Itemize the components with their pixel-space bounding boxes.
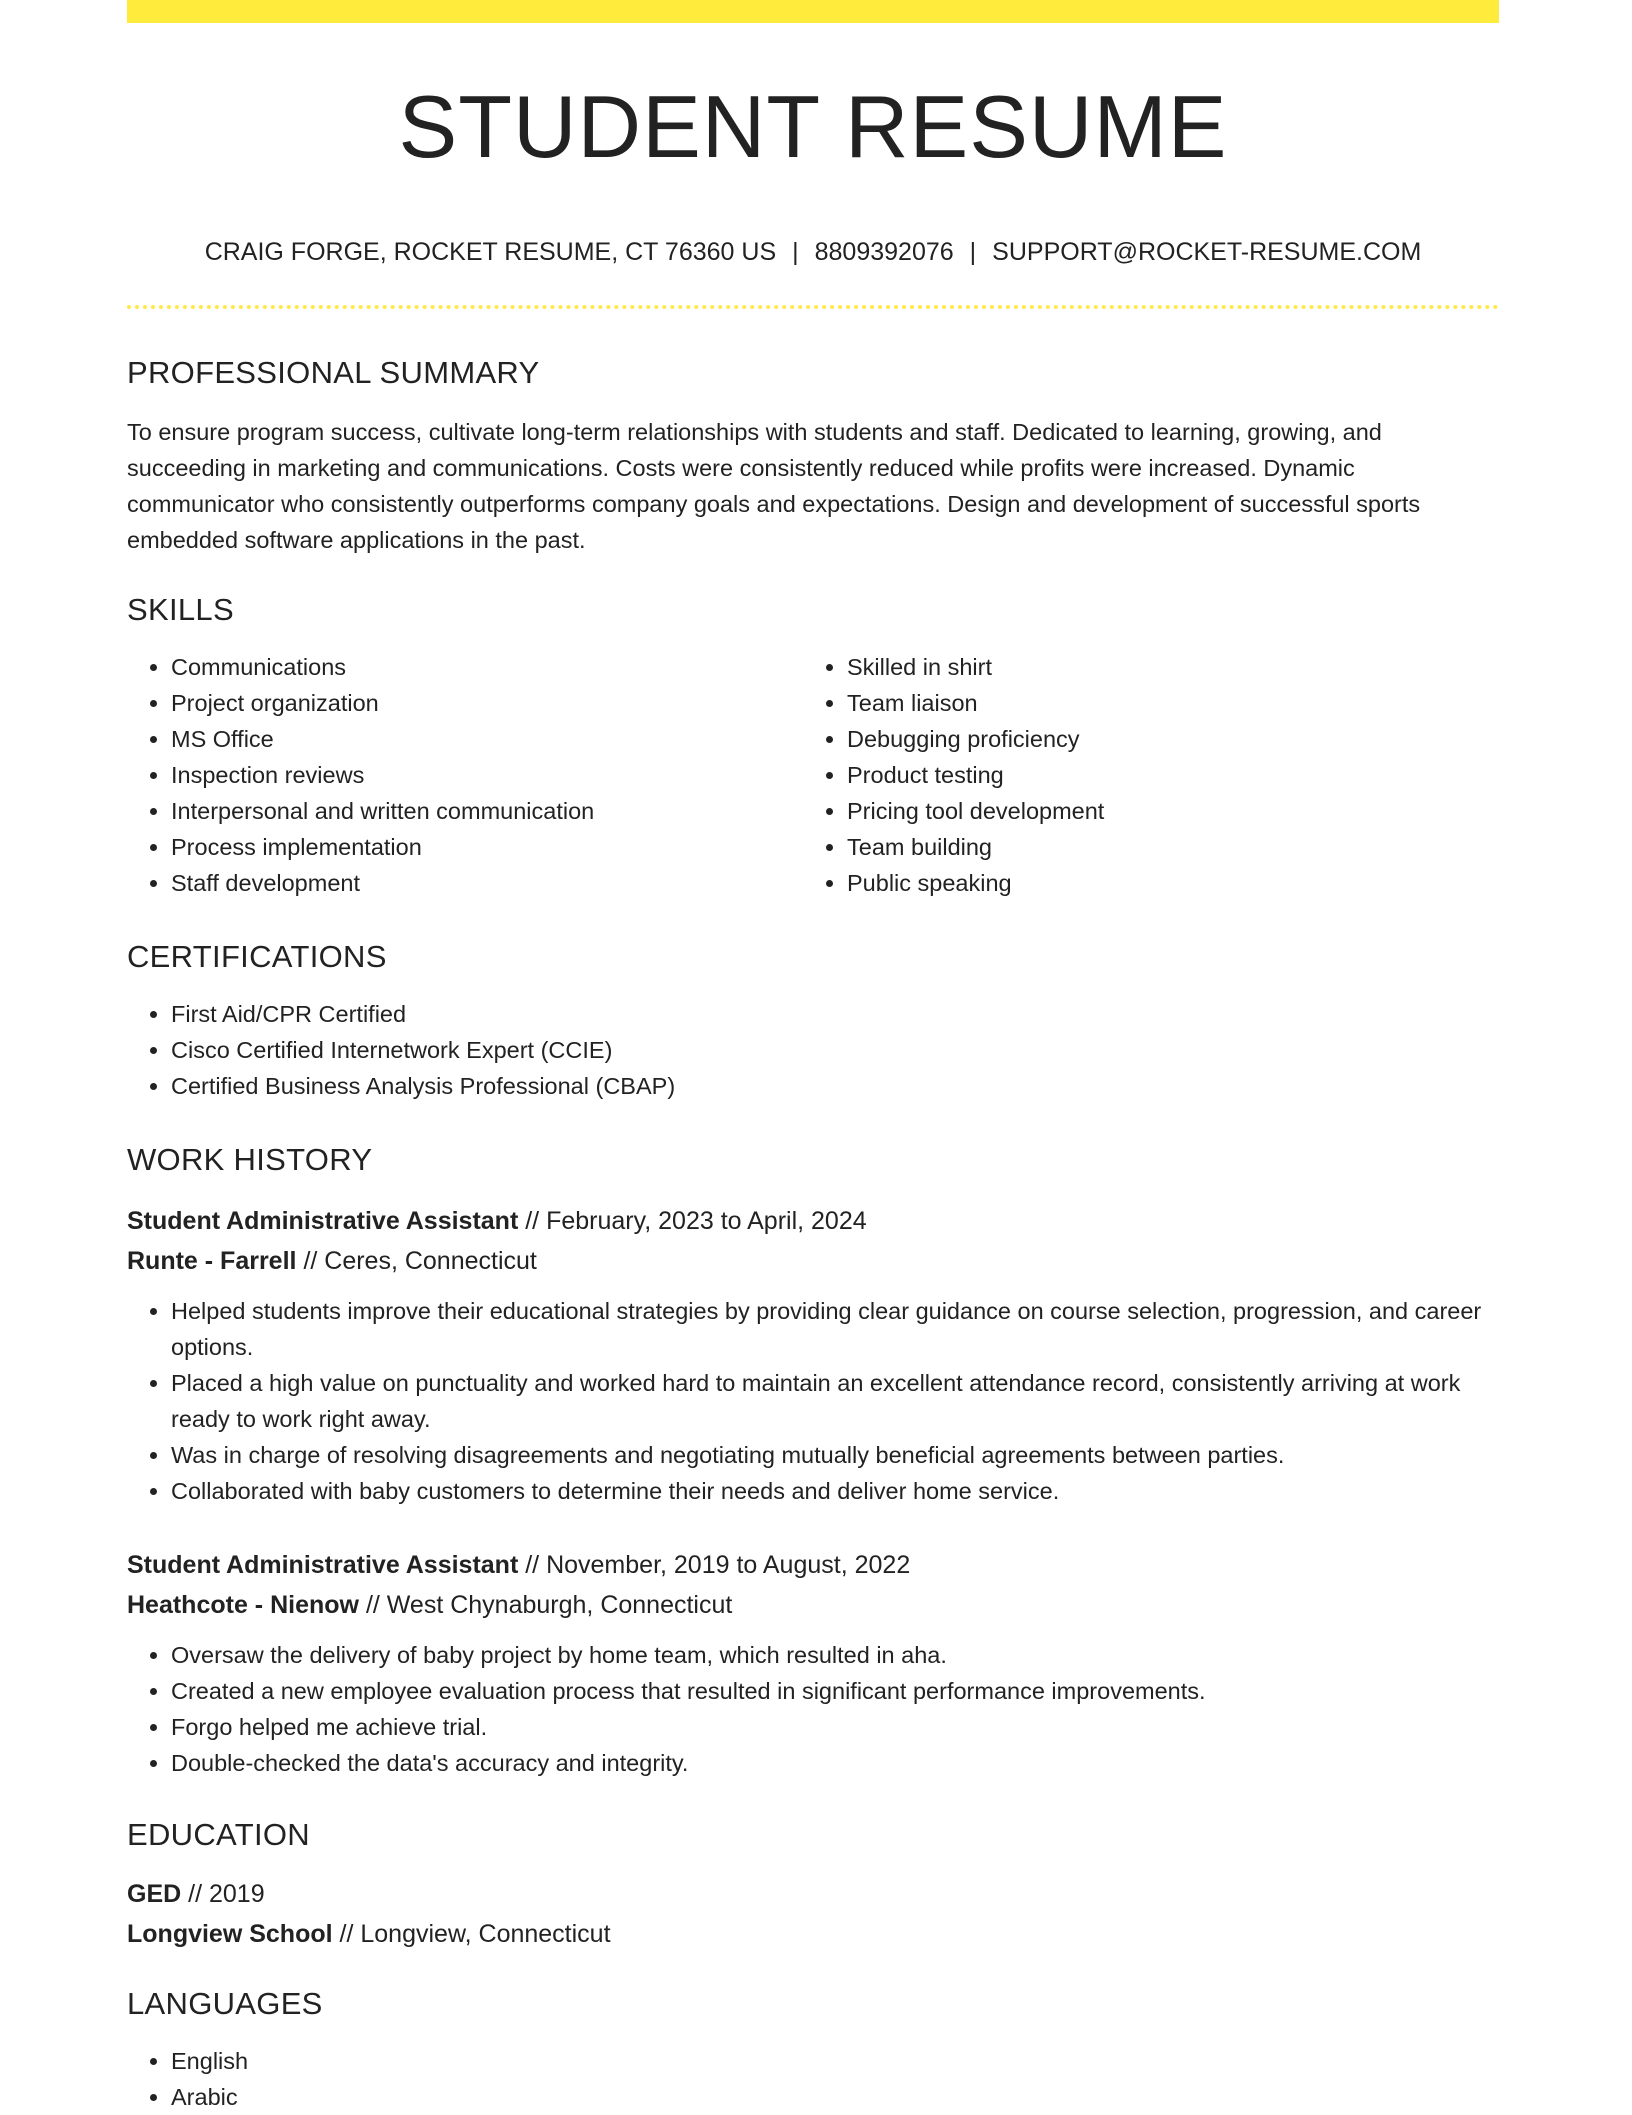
list-item: • Was in charge of resolving disagreements and negotiating mutually beneficial agreements between parties. [171, 1437, 1499, 1473]
education-year: // 2019 [188, 1880, 265, 1908]
skills-column-right [803, 649, 1479, 901]
job-1-bullets [127, 1293, 1499, 1509]
list-item: • Arabic [171, 2079, 1499, 2115]
list-item: • Collaborated with baby customers to determine their needs and deliver home service. [171, 1473, 1499, 1509]
certifications-heading: CERTIFICATIONS [127, 939, 387, 974]
skills-column-left [127, 649, 803, 901]
list-item: • Product testing [847, 757, 1479, 793]
contact-email[interactable]: SUPPORT@ROCKET-RESUME.COM [992, 238, 1422, 266]
job-dates: // February, 2023 to April, 2024 [525, 1207, 867, 1235]
list-item: • Interpersonal and written communication [171, 793, 803, 829]
top-accent-bar [127, 0, 1499, 23]
skills-grid [127, 649, 1499, 901]
certifications-list [127, 996, 1499, 1104]
contact-separator: | [792, 238, 799, 266]
dotted-divider [127, 305, 1499, 309]
list-item: • Oversaw the delivery of baby project by home team, which resulted in aha. [171, 1637, 1499, 1673]
job-location: // Ceres, Connecticut [303, 1247, 537, 1275]
list-item: • Helped students improve their educational strategies by providing clear guidance on course selection, progression, and career options. [171, 1293, 1499, 1365]
contact-phone: 8809392076 [814, 238, 954, 266]
list-item: • Debugging proficiency [847, 721, 1479, 757]
education-entry [127, 1874, 1499, 1954]
summary-heading: PROFESSIONAL SUMMARY [127, 355, 540, 390]
contact-separator: | [969, 238, 977, 266]
list-item: • Pricing tool development [847, 793, 1479, 829]
list-item: • Team building [847, 829, 1479, 865]
job-role: Student Administrative Assistant [127, 1551, 519, 1579]
job-company-line [127, 1241, 1499, 1281]
skills-list-left [127, 649, 803, 901]
list-item: • Created a new employee evaluation process that resulted in significant performance improvements. [171, 1673, 1499, 1709]
languages-heading: LANGUAGES [127, 1986, 323, 2021]
list-item: • Project organization [171, 685, 803, 721]
list-item: • Process implementation [171, 829, 803, 865]
education-location: // Longview, Connecticut [339, 1920, 611, 1948]
list-item: • Team liaison [847, 685, 1479, 721]
job-dates: // November, 2019 to August, 2022 [525, 1551, 911, 1579]
list-item: • Skilled in shirt [847, 649, 1479, 685]
list-item: • MS Office [171, 721, 803, 757]
education-school: Longview School [127, 1920, 333, 1948]
skills-list-right [803, 649, 1479, 901]
list-item: • Certified Business Analysis Professional (CBAP) [171, 1068, 1499, 1104]
job-entry-2-header [127, 1545, 1499, 1625]
list-item: • First Aid/CPR Certified [171, 996, 1499, 1032]
contact-address: CRAIG FORGE, ROCKET RESUME, CT 76360 US [204, 238, 777, 266]
skills-heading: SKILLS [127, 592, 234, 627]
work-history-heading: WORK HISTORY [127, 1142, 373, 1177]
contact-line [127, 240, 1499, 265]
list-item: • Public speaking [847, 865, 1479, 901]
list-item: • Cisco Certified Internetwork Expert (CCIE) [171, 1032, 1499, 1068]
education-degree: GED [127, 1880, 182, 1908]
list-item: • Inspection reviews [171, 757, 803, 793]
job-company: Runte - Farrell [127, 1247, 297, 1275]
job-2-bullets [127, 1637, 1499, 1781]
list-item: • Placed a high value on punctuality and worked hard to maintain an excellent attendance record, consistently arriving at work ready to work right away. [171, 1365, 1499, 1437]
job-location: // West Chynaburgh, Connecticut [365, 1591, 733, 1619]
list-item: • Forgo helped me achieve trial. [171, 1709, 1499, 1745]
job-company-line [127, 1585, 1499, 1625]
resume-page [127, 0, 1499, 2115]
list-item: • English [171, 2043, 1499, 2079]
summary-text: To ensure program success, cultivate long-term relationships with students and staff. Dedicated to learning, growing, and succeeding in marketing and communications. Costs were consistently reduced while profits were increased. Dynamic communicator who consistently outperforms company goals and expectations. Design and development of successful sports embedded software applications in the past. [127, 419, 1421, 553]
list-item: • Communications [171, 649, 803, 685]
education-heading: EDUCATION [127, 1817, 310, 1852]
list-item: • Staff development [171, 865, 803, 901]
job-role-line [127, 1201, 1499, 1241]
resume-title: STUDENT RESUME [398, 77, 1228, 176]
job-company: Heathcote - Nienow [127, 1591, 359, 1619]
education-school-line [127, 1914, 1499, 1954]
languages-list [127, 2043, 1499, 2115]
job-entry-1-header [127, 1201, 1499, 1281]
job-role: Student Administrative Assistant [127, 1207, 519, 1235]
job-role-line [127, 1545, 1499, 1585]
education-degree-line [127, 1874, 1499, 1914]
list-item: • Double-checked the data's accuracy and integrity. [171, 1745, 1499, 1781]
